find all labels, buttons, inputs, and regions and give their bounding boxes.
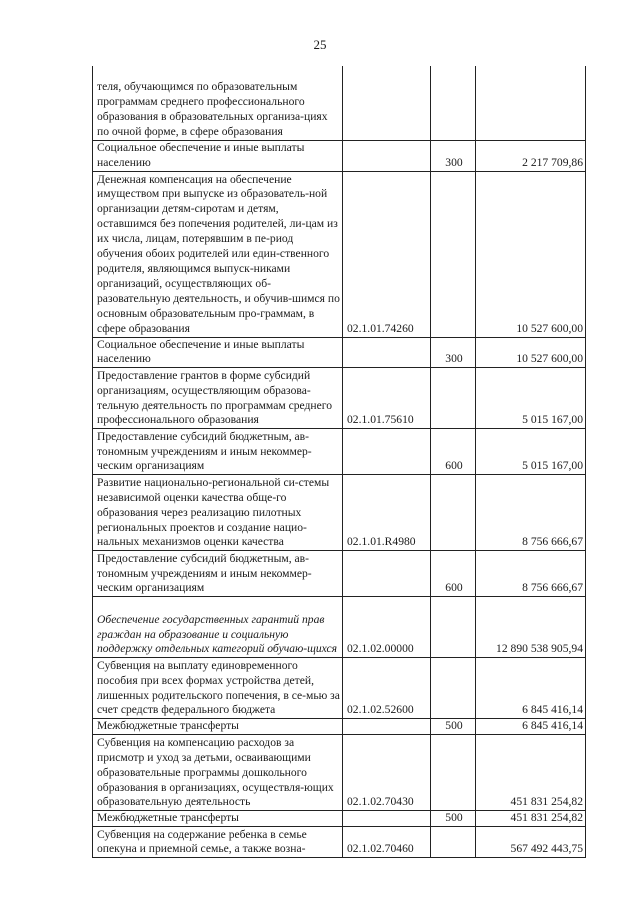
row-amount-cell: 6 845 416,14 xyxy=(476,719,586,735)
row-amount-cell: 10 527 600,00 xyxy=(476,171,586,337)
row-code-cell: 02.1.02.00000 xyxy=(343,597,431,658)
row-code-cell xyxy=(343,551,431,597)
row-code-cell: 02.1.02.52600 xyxy=(343,658,431,719)
table-row xyxy=(93,658,586,719)
table-row xyxy=(93,171,586,337)
row-amount-cell: 567 492 443,75 xyxy=(476,827,586,858)
budget-table-body xyxy=(93,66,586,858)
row-name-cell: Социальное обеспечение и иные выплаты населению xyxy=(93,140,343,171)
row-expense-type-cell: 600 xyxy=(431,551,476,597)
row-name-cell: Предоставление грантов в форме субсидий организациям, осуществляющим образова-тельную деятельность по программам среднего профессионального образования xyxy=(93,368,343,429)
table-row xyxy=(93,735,586,811)
row-code-cell xyxy=(343,811,431,827)
row-name-cell: Субвенция на содержание ребенка в семье опекуна и приемной семье, а также возна- xyxy=(93,827,343,858)
row-expense-type-cell xyxy=(431,66,476,140)
table-row xyxy=(93,475,586,551)
row-expense-type-cell xyxy=(431,368,476,429)
table-row xyxy=(93,140,586,171)
row-amount-cell: 2 217 709,86 xyxy=(476,140,586,171)
table-row xyxy=(93,551,586,597)
row-amount-cell: 10 527 600,00 xyxy=(476,337,586,368)
row-code-cell: 02.1.01.R4980 xyxy=(343,475,431,551)
row-code-cell xyxy=(343,66,431,140)
row-code-cell xyxy=(343,429,431,475)
budget-table xyxy=(92,66,586,858)
row-name-cell: Субвенция на выплату единовременного пособия при всех формах устройства детей, лишенных родительского попечения, в се-мью за счет средств федерального бюджета xyxy=(93,658,343,719)
table-row xyxy=(93,66,586,140)
row-expense-type-cell: 300 xyxy=(431,337,476,368)
row-code-cell: 02.1.01.74260 xyxy=(343,171,431,337)
row-name-cell: Развитие национально-региональной си-стемы независимой оценки качества обще-го образования через реализацию пилотных региональных проектов и создание нацио-нальных механизмов оценки качества xyxy=(93,475,343,551)
page-number: 25 xyxy=(313,37,327,52)
row-amount-cell: 5 015 167,00 xyxy=(476,368,586,429)
row-amount-cell: 6 845 416,14 xyxy=(476,658,586,719)
row-amount-cell: 8 756 666,67 xyxy=(476,475,586,551)
table-row xyxy=(93,368,586,429)
row-amount-cell: 12 890 538 905,94 xyxy=(476,597,586,658)
row-expense-type-cell: 500 xyxy=(431,811,476,827)
table-row xyxy=(93,811,586,827)
row-name-cell: Предоставление субсидий бюджетным, ав-тономным учреждениям и иным некоммер-ческим организациям xyxy=(93,551,343,597)
row-name-cell: Обеспечение государственных гарантий прав граждан на образование и социальную поддержку отдельных категорий обучаю-щихся xyxy=(93,597,343,658)
row-code-cell xyxy=(343,140,431,171)
row-expense-type-cell xyxy=(431,597,476,658)
table-row xyxy=(93,597,586,658)
row-code-cell xyxy=(343,337,431,368)
row-name-cell: Межбюджетные трансферты xyxy=(93,719,343,735)
row-amount-cell: 451 831 254,82 xyxy=(476,735,586,811)
row-expense-type-cell: 500 xyxy=(431,719,476,735)
row-amount-cell xyxy=(476,66,586,140)
table-row xyxy=(93,827,586,858)
row-name-cell: Социальное обеспечение и иные выплаты населению xyxy=(93,337,343,368)
row-expense-type-cell xyxy=(431,475,476,551)
table-row xyxy=(93,429,586,475)
row-expense-type-cell: 600 xyxy=(431,429,476,475)
row-name-cell: Предоставление субсидий бюджетным, ав-тономным учреждениям и иным некоммер-ческим организациям xyxy=(93,429,343,475)
row-expense-type-cell xyxy=(431,171,476,337)
row-code-cell xyxy=(343,719,431,735)
row-amount-cell: 5 015 167,00 xyxy=(476,429,586,475)
row-expense-type-cell xyxy=(431,827,476,858)
row-name-cell: теля, обучающимся по образовательным программам среднего профессионального образования в образовательных организа-циях по очной форме, в сфере образования xyxy=(93,66,343,140)
row-code-cell: 02.1.01.75610 xyxy=(343,368,431,429)
row-name-cell: Денежная компенсация на обеспечение имуществом при выпуске из образователь-ной организации детям-сиротам и детям, оставшимся без попечения родителей, ли-цам из их числа, лицам, потерявшим в пе-риод обучения обоих родителей или един-ственного родителя, являющимся выпуск-никами организаций, осуществляющих об-разовательную деятельность, и обучив-шимся по основным образовательным про-граммам, в сфере образования xyxy=(93,171,343,337)
row-expense-type-cell: 300 xyxy=(431,140,476,171)
row-code-cell: 02.1.02.70460 xyxy=(343,827,431,858)
row-code-cell: 02.1.02.70430 xyxy=(343,735,431,811)
row-expense-type-cell xyxy=(431,658,476,719)
row-amount-cell: 451 831 254,82 xyxy=(476,811,586,827)
row-name-cell: Субвенция на компенсацию расходов за присмотр и уход за детьми, осваивающими образовательные программы дошкольного образования в организациях, осуществля-ющих образовательную деятельность xyxy=(93,735,343,811)
row-expense-type-cell xyxy=(431,735,476,811)
table-row xyxy=(93,337,586,368)
row-amount-cell: 8 756 666,67 xyxy=(476,551,586,597)
table-row xyxy=(93,719,586,735)
row-name-cell: Межбюджетные трансферты xyxy=(93,811,343,827)
